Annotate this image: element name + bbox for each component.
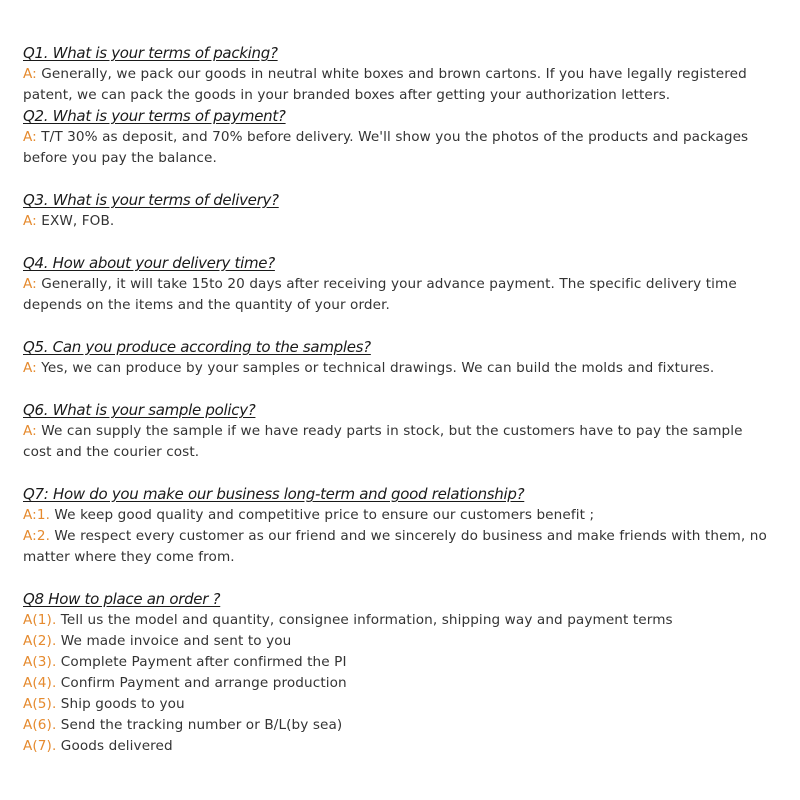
answer-label: A(4). bbox=[23, 675, 57, 691]
answer-text bbox=[23, 358, 773, 379]
answer-body: Tell us the model and quantity, consignee information, shipping way and payment terms bbox=[56, 612, 673, 628]
answer-step bbox=[23, 736, 773, 757]
answer-body: We made invoice and sent to you bbox=[56, 633, 292, 649]
answer-step bbox=[23, 694, 773, 715]
spacer bbox=[23, 379, 773, 400]
answer-label: A:1. bbox=[23, 507, 51, 523]
faq-item-q3 bbox=[23, 190, 773, 232]
answer-step bbox=[23, 652, 773, 673]
question-heading: Q7: How do you make our business long-term and good relationship? bbox=[23, 485, 525, 503]
answer-label: A: bbox=[23, 423, 37, 439]
spacer bbox=[23, 169, 773, 190]
answer-step bbox=[23, 631, 773, 652]
answer-body: We can supply the sample if we have ready parts in stock, but the customers have to pay the sample cost and the courier cost. bbox=[23, 423, 743, 460]
faq-item-q5 bbox=[23, 337, 773, 379]
answer-label: A: bbox=[23, 276, 37, 292]
answer-label: A: bbox=[23, 129, 37, 145]
answer-body: Generally, it will take 15to 20 days after receiving your advance payment. The specific delivery time depends on the items and the quantity of your order. bbox=[23, 276, 737, 313]
answer-label: A(2). bbox=[23, 633, 57, 649]
answer-body: Yes, we can produce by your samples or technical drawings. We can build the molds and fixtures. bbox=[36, 360, 715, 376]
answer-label: A: bbox=[23, 213, 37, 229]
question-heading: Q2. What is your terms of payment? bbox=[23, 107, 286, 125]
answer-body: Goods delivered bbox=[56, 738, 173, 754]
answer-body: Confirm Payment and arrange production bbox=[56, 675, 347, 691]
faq-item-q4 bbox=[23, 253, 773, 316]
answer-label: A: bbox=[23, 66, 37, 82]
faq-item-q6 bbox=[23, 400, 773, 463]
spacer bbox=[23, 316, 773, 337]
answer-step bbox=[23, 610, 773, 631]
answer-step bbox=[23, 673, 773, 694]
answer-label: A: bbox=[23, 360, 37, 376]
answer-body: EXW, FOB. bbox=[36, 213, 115, 229]
question-heading: Q5. Can you produce according to the samples? bbox=[23, 338, 371, 356]
answer-text bbox=[23, 505, 773, 526]
spacer bbox=[23, 463, 773, 484]
faq-item-q2 bbox=[23, 106, 773, 169]
spacer bbox=[23, 568, 773, 589]
answer-label: A(3). bbox=[23, 654, 57, 670]
faq-section bbox=[23, 43, 773, 757]
question-heading: Q8 How to place an order ? bbox=[23, 590, 221, 608]
answer-label: A:2. bbox=[23, 528, 51, 544]
question-heading: Q6. What is your sample policy? bbox=[23, 401, 256, 419]
faq-item-q7 bbox=[23, 484, 773, 568]
answer-body: We respect every customer as our friend and we sincerely do business and make friends with them, no matter where they come from. bbox=[23, 528, 767, 565]
answer-label: A(6). bbox=[23, 717, 57, 733]
answer-text bbox=[23, 64, 773, 106]
answer-body: Send the tracking number or B/L(by sea) bbox=[56, 717, 343, 733]
answer-text bbox=[23, 211, 773, 232]
answer-text bbox=[23, 274, 773, 316]
answer-label: A(1). bbox=[23, 612, 57, 628]
answer-body: Complete Payment after confirmed the PI bbox=[56, 654, 347, 670]
answer-body: Ship goods to you bbox=[56, 696, 185, 712]
answer-step bbox=[23, 715, 773, 736]
answer-text bbox=[23, 421, 773, 463]
spacer bbox=[23, 232, 773, 253]
question-heading: Q1. What is your terms of packing? bbox=[23, 44, 278, 62]
answer-label: A(5). bbox=[23, 696, 57, 712]
answer-label: A(7). bbox=[23, 738, 57, 754]
answer-text bbox=[23, 526, 773, 568]
faq-item-q1 bbox=[23, 43, 773, 106]
question-heading: Q3. What is your terms of delivery? bbox=[23, 191, 279, 209]
answer-body: We keep good quality and competitive price to ensure our customers benefit ; bbox=[50, 507, 595, 523]
question-heading: Q4. How about your delivery time? bbox=[23, 254, 275, 272]
answer-text bbox=[23, 127, 773, 169]
answer-body: T/T 30% as deposit, and 70% before delivery. We'll show you the photos of the products and packages before you pay the balance. bbox=[23, 129, 749, 166]
faq-item-q8 bbox=[23, 589, 773, 757]
answer-body: Generally, we pack our goods in neutral white boxes and brown cartons. If you have legally registered patent, we can pack the goods in your branded boxes after getting your authorization letters. bbox=[23, 66, 747, 103]
